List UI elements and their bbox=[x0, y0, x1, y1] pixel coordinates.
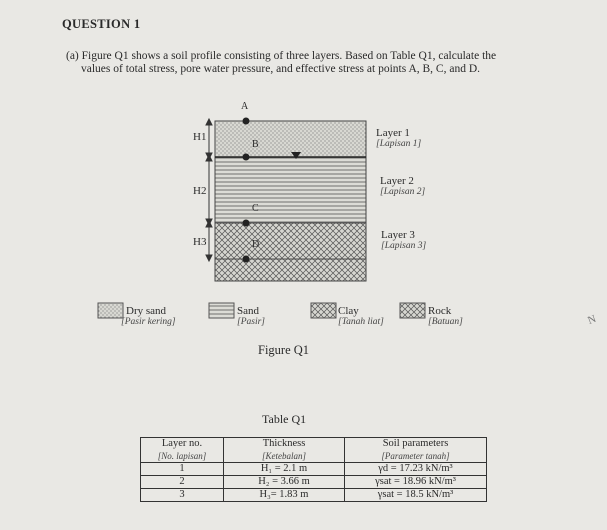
margin-mark: N bbox=[586, 313, 598, 327]
label-point-c: C bbox=[252, 203, 259, 214]
label-point-a: A bbox=[241, 101, 249, 112]
legend-clay: Clay [Tanah liat] bbox=[338, 305, 384, 327]
header-thickness: Thickness [Ketebalan] bbox=[224, 438, 345, 463]
label-point-b: B bbox=[252, 139, 259, 150]
question-line-2: values of total stress, pore water pressure, and effective stress at points A, B, C, and D. bbox=[81, 63, 480, 75]
question-line-1: (a) Figure Q1 shows a soil profile consisting of three layers. Based on Table Q1, calculate the bbox=[66, 50, 497, 62]
figure-caption: Figure Q1 bbox=[258, 343, 310, 357]
header-layer: Layer no. [No. lapisan] bbox=[141, 438, 224, 463]
layer-2-label: Layer 2 [Lapisan 2] bbox=[380, 175, 426, 197]
table-caption: Table Q1 bbox=[262, 412, 307, 426]
layer-1-label: Layer 1 [Lapisan 1] bbox=[376, 127, 422, 149]
header-parameters: Soil parameters [Parameter tanah] bbox=[345, 438, 487, 463]
legend-dry-sand-swatch bbox=[98, 303, 123, 318]
table-row: 3 H₃= 1.83 m γsat = 18.5 kN/m³ bbox=[141, 489, 487, 502]
table-row: 2 H₂ = 3.66 m γsat = 18.96 kN/m³ bbox=[141, 476, 487, 489]
table-row: 1 H₁ = 2.1 m γd = 17.23 kN/m³ bbox=[141, 463, 487, 476]
legend-sand: Sand [Pasir] bbox=[237, 305, 265, 327]
question-title: QUESTION 1 bbox=[62, 17, 141, 31]
table-header-row bbox=[141, 438, 487, 463]
legend-rock: Rock [Batuan] bbox=[428, 305, 463, 327]
legend-clay-swatch bbox=[311, 303, 336, 318]
label-h1: H1 bbox=[193, 131, 207, 143]
legend-rock-swatch bbox=[400, 303, 425, 318]
layer-3-label: Layer 3 [Lapisan 3] bbox=[381, 229, 427, 251]
soil-parameters-table bbox=[140, 437, 487, 502]
label-point-d: D bbox=[252, 239, 260, 250]
legend-dry-sand: Dry sand [Pasir kering] bbox=[121, 305, 176, 327]
label-h3: H3 bbox=[193, 236, 207, 248]
legend-sand-swatch bbox=[209, 303, 234, 318]
label-h2: H2 bbox=[193, 185, 207, 197]
